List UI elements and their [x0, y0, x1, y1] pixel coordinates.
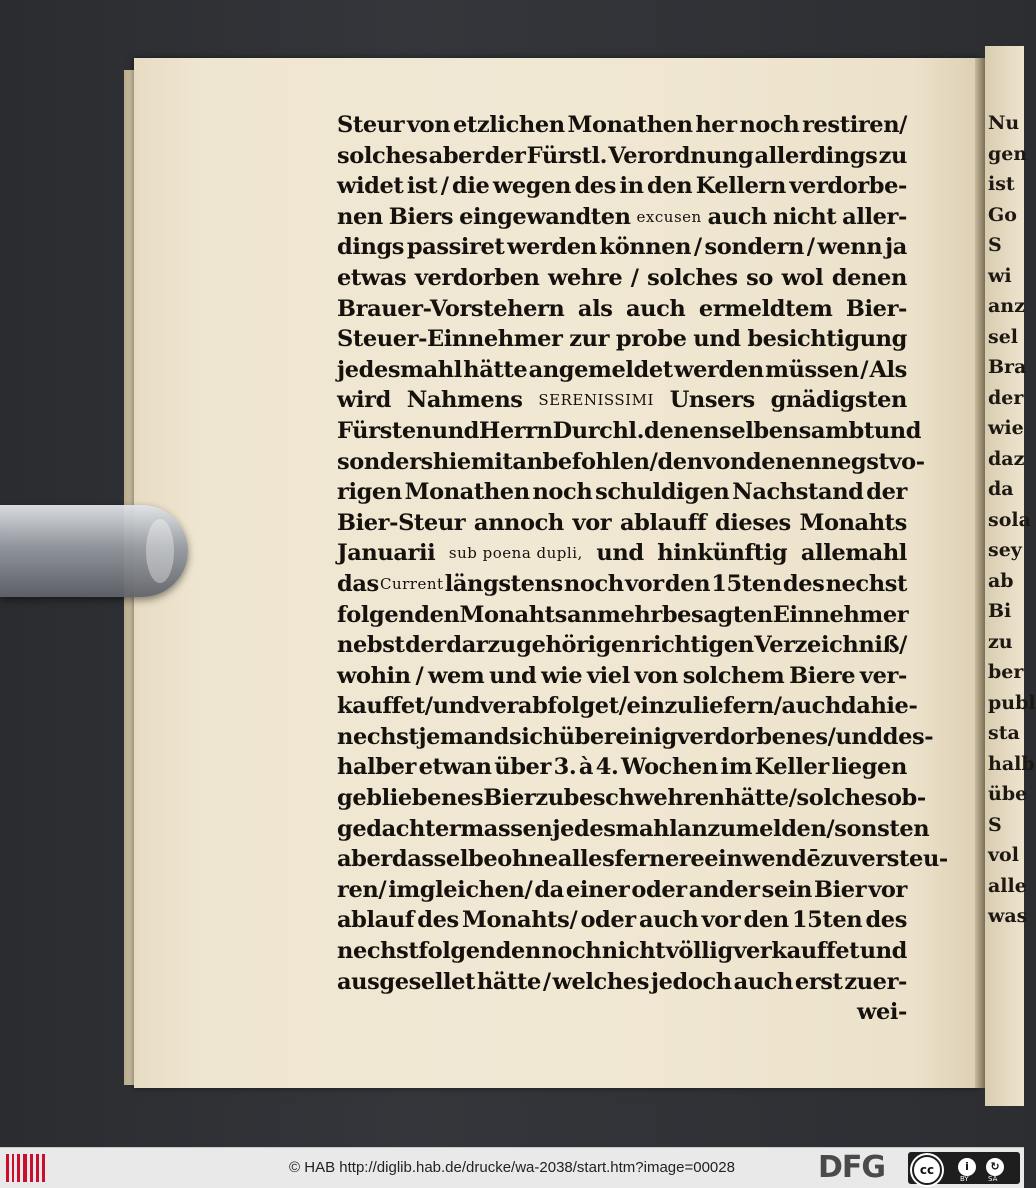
word: dings — [337, 234, 405, 261]
word: müssen — [765, 356, 859, 383]
word: besichtigung — [747, 326, 907, 353]
next-page-fragment: wi — [988, 264, 1012, 287]
word: der — [484, 142, 526, 169]
word: 3. — [553, 754, 577, 781]
word: und — [596, 540, 644, 567]
by-icon: i — [958, 1158, 976, 1176]
word: Wochen — [621, 754, 718, 781]
word: richtigen — [641, 632, 754, 659]
word: vor — [868, 876, 907, 903]
word: und — [489, 662, 537, 689]
word: wie — [541, 662, 583, 689]
sa-label: SA — [988, 1175, 998, 1183]
word: / — [860, 356, 869, 383]
word: ausgesellet — [337, 968, 476, 995]
word: wenn — [817, 234, 883, 261]
word: ist — [406, 173, 438, 200]
word: werden — [674, 356, 764, 383]
word: noch — [563, 570, 624, 597]
word: die — [452, 173, 490, 200]
next-page-fragment: da — [988, 478, 1014, 500]
word: oder — [580, 907, 636, 934]
word: aber — [428, 142, 484, 169]
word: Steur — [337, 112, 405, 138]
next-page-fragment: ist — [988, 173, 1015, 195]
text-line — [337, 814, 930, 845]
word: da — [840, 693, 871, 720]
word: excusen — [636, 207, 702, 226]
text-line — [337, 508, 907, 539]
text-line — [337, 661, 907, 692]
word: nechst — [825, 570, 907, 597]
word: SERENISSIMI — [538, 391, 654, 410]
word: wei- — [857, 999, 907, 1026]
word: probe — [615, 326, 687, 353]
word: völlig — [665, 938, 733, 965]
word: einer — [565, 876, 630, 903]
word: des — [417, 907, 459, 934]
word: angemeldet — [528, 356, 673, 383]
word: sub poena dupli, — [448, 544, 583, 563]
copyright-link[interactable]: © HAB http://diglib.hab.de/drucke/wa-2038/start.htm?image=00028 — [289, 1159, 735, 1176]
next-page-fragment: sel — [988, 325, 1019, 348]
word: einwendē — [704, 846, 821, 873]
book-gutter — [975, 58, 985, 1088]
word: hinkünftig — [657, 540, 788, 567]
word: vor — [572, 509, 612, 536]
word: Kellern — [695, 173, 786, 200]
word: zuer- — [844, 968, 907, 995]
word: den — [647, 173, 693, 200]
word: den — [664, 570, 711, 597]
word: jedesmahl — [552, 815, 678, 842]
word: etzlichen — [452, 112, 565, 138]
word: auch — [733, 968, 793, 995]
word: verdorbe- — [789, 173, 907, 200]
word: annoch — [473, 509, 564, 536]
word: schuldigen — [595, 479, 730, 506]
word: halber — [337, 754, 416, 781]
text-line — [337, 294, 907, 325]
next-page-fragment: halb — [988, 752, 1035, 775]
next-page-fragment: zu — [988, 630, 1013, 653]
word: hätte — [463, 356, 528, 383]
text-line — [337, 691, 918, 722]
word: können — [599, 234, 692, 261]
word: anbefohlen/den — [512, 448, 703, 475]
word: wohin — [337, 662, 411, 689]
word: auch — [638, 907, 699, 934]
word: liegen — [831, 754, 907, 781]
word: ablauff — [619, 509, 707, 536]
page-text-block — [337, 110, 948, 1028]
text-line — [337, 905, 907, 936]
word: Als — [869, 356, 907, 383]
word: ja — [884, 234, 907, 261]
text-line — [337, 110, 907, 141]
text-line — [337, 569, 907, 600]
word: noch — [532, 479, 593, 506]
cc-icon: cc — [912, 1155, 942, 1185]
word: nechst — [337, 723, 419, 750]
word: Unsers — [669, 387, 755, 414]
next-page-fragment: S — [988, 234, 1002, 256]
word: ablauf — [337, 907, 415, 934]
word: Nachstand — [732, 479, 864, 506]
word: des- — [882, 723, 934, 750]
footer-bar — [0, 1147, 1024, 1188]
word: rigen — [337, 479, 402, 506]
word: dieses — [714, 509, 791, 536]
word: allemahl — [800, 540, 907, 567]
word: verdorbenes/und — [676, 723, 883, 750]
word: des — [782, 570, 825, 597]
word: Monahts — [799, 509, 907, 536]
word: im — [720, 754, 752, 781]
text-line — [337, 477, 907, 508]
word: des — [574, 173, 616, 200]
next-page-fragment: was — [988, 905, 1028, 927]
word: nen — [337, 203, 383, 230]
text-line — [337, 171, 907, 202]
next-page-fragment: alle — [988, 874, 1027, 897]
word: darzu — [446, 632, 516, 659]
next-page-fragment: sta — [988, 722, 1020, 744]
word: als — [577, 295, 613, 322]
text-line — [337, 447, 925, 478]
text-line — [337, 936, 907, 967]
word: Bier — [483, 785, 536, 812]
next-page-fragment: S — [988, 813, 1002, 836]
word: anzumelden/ — [677, 815, 835, 842]
word: einig — [615, 723, 677, 750]
word: denen — [745, 448, 822, 475]
word: und — [431, 417, 479, 444]
word: wehre — [548, 264, 623, 291]
word: von — [702, 448, 746, 475]
word: folgenden — [337, 601, 460, 628]
word: erst — [794, 968, 843, 995]
word: alles — [557, 846, 615, 873]
text-line — [337, 844, 948, 875]
word: massen — [460, 815, 553, 842]
text-line — [337, 630, 907, 661]
text-line — [337, 875, 907, 906]
word: verkauffet — [733, 938, 860, 965]
word: / — [440, 173, 449, 200]
word: Biere — [789, 662, 856, 689]
next-page-fragment: publ — [988, 691, 1036, 714]
word: her — [695, 112, 737, 138]
word: zur — [569, 326, 610, 353]
text-line — [337, 263, 907, 294]
word: jedesmahl — [337, 356, 462, 383]
word: auch — [781, 693, 841, 720]
word: ob- — [886, 785, 926, 812]
word: hie- — [870, 693, 918, 720]
word: ander — [688, 876, 760, 903]
text-line — [337, 967, 907, 998]
next-page-fragment: gen — [988, 142, 1028, 165]
word: ren/ — [337, 876, 387, 903]
word: welches — [552, 968, 649, 995]
word: ohne — [497, 846, 558, 873]
text-line — [337, 783, 926, 814]
word: gnädigsten — [770, 387, 907, 414]
word: viel — [586, 662, 630, 689]
word: aber — [337, 846, 392, 873]
word: zuversteu- — [820, 846, 948, 873]
text-line — [337, 141, 907, 172]
next-page-fragment: sey — [988, 539, 1022, 561]
word: sich — [508, 723, 559, 750]
word: Monahts/ — [461, 907, 578, 934]
word: / — [415, 662, 424, 689]
word: allerdings — [754, 142, 878, 169]
word: und — [693, 326, 741, 353]
word: verdorben — [414, 264, 540, 291]
word: wird — [337, 387, 391, 414]
text-line — [337, 722, 934, 753]
word: solches — [647, 264, 738, 291]
word: wol — [781, 264, 824, 291]
word: noch — [739, 112, 800, 138]
word: der — [405, 632, 446, 659]
word: sondern — [704, 234, 804, 261]
word: Current — [379, 574, 444, 593]
word: 4. — [595, 754, 619, 781]
word: eingewandten — [459, 203, 631, 230]
word: sonders — [337, 448, 433, 475]
word: 15ten — [711, 570, 782, 597]
word: Bier-Steur — [337, 509, 466, 536]
cc-license-badge[interactable] — [908, 1152, 1020, 1184]
word: fernere — [614, 846, 705, 873]
text-line — [337, 232, 907, 263]
word: / — [630, 264, 639, 291]
next-page-fragment: Go — [988, 203, 1017, 226]
word: von — [406, 112, 451, 138]
word: jedoch — [650, 968, 732, 995]
word: à — [578, 754, 594, 781]
word: auch — [626, 295, 686, 322]
word: solchem — [682, 662, 785, 689]
next-page-fragment: anz — [988, 295, 1025, 317]
word: Durchl. — [552, 417, 645, 444]
next-page-text — [988, 108, 1036, 932]
word: nebst — [337, 632, 405, 659]
word: nicht — [772, 203, 837, 230]
word: negstvo- — [821, 448, 925, 475]
next-page-fragment: Bra — [988, 356, 1027, 378]
word: über — [558, 723, 616, 750]
word: Monathen — [567, 112, 693, 138]
by-label: BY — [960, 1175, 969, 1183]
next-page-fragment: ber — [988, 661, 1024, 683]
word: ver- — [859, 662, 907, 689]
word: / — [542, 968, 551, 995]
word: den — [743, 907, 789, 934]
word: so — [746, 264, 774, 291]
word: etwas — [337, 264, 407, 291]
word: noch — [541, 938, 602, 965]
word: werden — [507, 234, 597, 261]
word: imgleichen/ — [388, 876, 533, 903]
next-page-fragment: Bi — [988, 600, 1012, 622]
word: gedachter — [337, 815, 461, 842]
word: von — [634, 662, 678, 689]
word: nicht — [601, 938, 666, 965]
sa-icon: ↻ — [986, 1158, 1004, 1176]
word: Fürstl. — [526, 142, 608, 169]
word: Bier- — [845, 295, 907, 322]
text-line — [337, 385, 907, 416]
word: Monahts — [459, 601, 567, 628]
word: restiren/ — [802, 112, 907, 138]
word: Verzeichniß/ — [754, 632, 907, 659]
text-line — [337, 416, 922, 447]
word: denenselben — [644, 417, 799, 444]
word: auch — [707, 203, 767, 230]
next-page-fragment: wie — [988, 417, 1024, 439]
next-page-fragment: ab — [988, 569, 1014, 592]
word: kauffet/und — [337, 693, 480, 720]
word: gebliebenes — [337, 785, 484, 812]
word: längstens — [444, 570, 563, 597]
word: und — [859, 938, 907, 965]
word: Bier — [814, 876, 867, 903]
text-line — [337, 324, 907, 355]
word: hätte — [476, 968, 541, 995]
word: Fürsten — [337, 417, 432, 444]
word: Keller — [754, 754, 829, 781]
word: wem — [428, 662, 485, 689]
word: Biers — [388, 203, 454, 230]
next-page-fragment: der — [988, 386, 1024, 409]
text-line — [337, 538, 907, 569]
text-line — [337, 600, 907, 631]
word: widet — [337, 173, 404, 200]
word: das — [337, 570, 379, 597]
word: / — [806, 234, 815, 261]
word: Januarii — [337, 540, 436, 567]
word: gehörigen — [516, 632, 641, 659]
word: hiemit — [432, 448, 513, 475]
next-page-fragment: Nu — [988, 112, 1020, 134]
word: jemand — [418, 723, 509, 750]
word: zu — [878, 142, 907, 169]
word: in — [619, 173, 644, 200]
word: des — [865, 907, 907, 934]
word: nechstfolgenden — [337, 938, 541, 965]
word: sein — [761, 876, 812, 903]
word: und — [873, 417, 922, 444]
word: vor — [701, 907, 741, 934]
next-page-fragment: vol — [988, 844, 1019, 866]
next-page-fragment: daz — [988, 447, 1025, 470]
word: solches — [337, 142, 428, 169]
word: Einnehmer — [772, 601, 909, 628]
word: an — [566, 601, 598, 628]
text-line — [337, 355, 907, 386]
word: Herrn — [478, 417, 553, 444]
word: dasselbe — [391, 846, 498, 873]
word: 15ten — [791, 907, 863, 934]
next-page-fragment: übe — [988, 783, 1028, 805]
word: Nahmens — [406, 387, 523, 414]
word: Monathen — [404, 479, 530, 506]
text-line — [337, 997, 907, 1028]
word: / — [693, 234, 702, 261]
word: denen — [831, 264, 907, 291]
word: Brauer-Vorstehern — [337, 295, 565, 322]
word: aller- — [842, 203, 907, 230]
next-page-fragment: sola — [988, 508, 1031, 531]
word: etwan — [418, 754, 492, 781]
text-line — [337, 752, 907, 783]
word: sambt — [798, 417, 874, 444]
word: sonsten — [834, 815, 930, 842]
word: oder — [631, 876, 687, 903]
word: passiret — [406, 234, 505, 261]
word: zubeschwehren — [535, 785, 725, 812]
word: hätte/solches — [724, 785, 887, 812]
word: über — [494, 754, 551, 781]
glass-page-weight — [0, 505, 188, 597]
word: Verordnung — [608, 142, 754, 169]
word: der — [866, 479, 907, 506]
word: Steuer-Einnehmer — [337, 326, 563, 353]
word: verabfolget/einzuliefern/ — [479, 693, 782, 720]
text-line — [337, 202, 907, 233]
word: da — [534, 876, 564, 903]
word: mehrbesagten — [597, 601, 773, 628]
word: wegen — [492, 173, 571, 200]
dfg-logo[interactable]: DFG — [818, 1150, 886, 1185]
word: vor — [624, 570, 664, 597]
word: ermeldtem — [698, 295, 833, 322]
